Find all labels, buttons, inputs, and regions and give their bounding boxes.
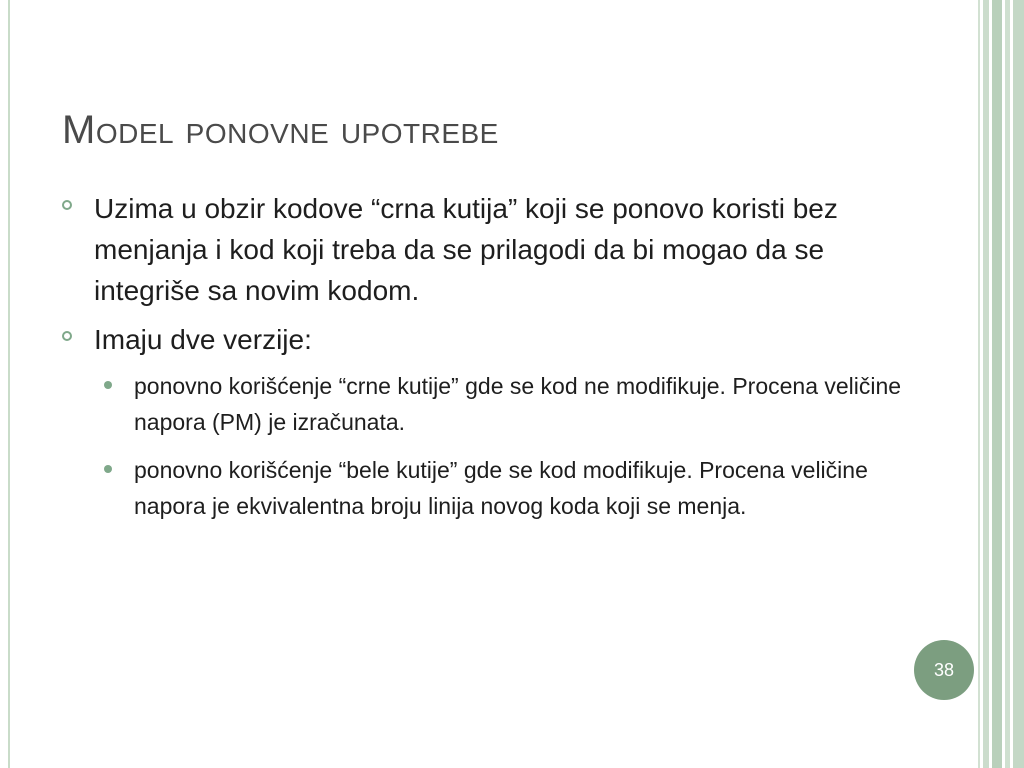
- sub-bullet-item: [104, 368, 912, 440]
- stripe: [1005, 0, 1010, 768]
- slide-content: [62, 188, 912, 536]
- stripe: [978, 0, 980, 768]
- right-stripes-decoration: [974, 0, 1024, 768]
- bullet-text: Imaju dve verzije:: [94, 324, 312, 355]
- stripe: [1013, 0, 1024, 768]
- sub-bullet-text: ponovno korišćenje “crne kutije” gde se kod ne modifikuje. Procena veličine napora (PM) je izračunata.: [134, 373, 902, 435]
- page-number-badge: 38: [914, 640, 974, 700]
- stripe: [983, 0, 989, 768]
- bullet-item: [62, 188, 912, 311]
- bullet-text: Uzima u obzir kodove “crna kutija” koji se ponovo koristi bez menjanja i kod koji treba da se prilagodi da bi mogao da se integriše sa novim kodom.: [94, 193, 838, 306]
- dot-bullet-icon: [104, 452, 134, 473]
- ring-bullet-icon: [62, 319, 94, 341]
- slide-title: Model ponovne upotrebe: [62, 108, 499, 152]
- dot-bullet-icon: [104, 368, 134, 389]
- sub-bullet-item: [104, 452, 912, 524]
- left-border-decoration: [8, 0, 10, 768]
- bullet-item: [62, 319, 912, 360]
- stripe: [992, 0, 1002, 768]
- sub-bullet-text: ponovno korišćenje “bele kutije” gde se kod modifikuje. Procena veličine napora je ekvivalentna broju linija novog koda koji se menja.: [134, 457, 868, 519]
- ring-bullet-icon: [62, 188, 94, 210]
